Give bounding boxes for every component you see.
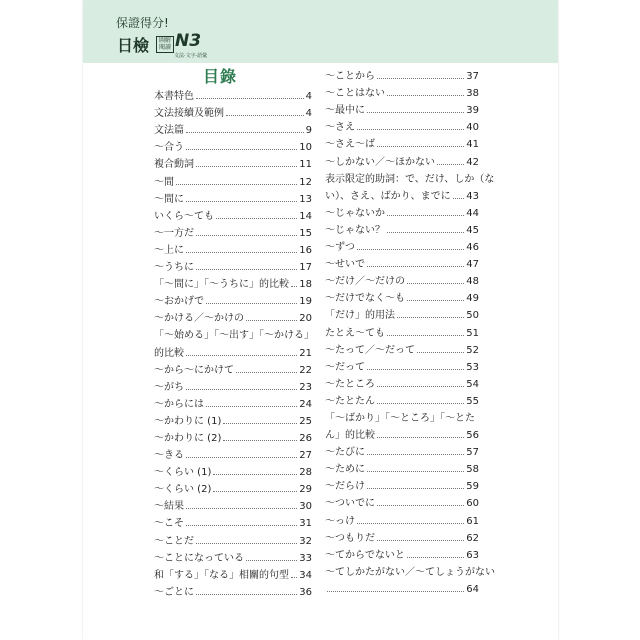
toc-page-number: 32 xyxy=(299,535,312,547)
toc-entry[interactable] xyxy=(325,99,479,116)
toc-entry-label: ～ことになっている xyxy=(154,552,244,564)
toc-page-number: 44 xyxy=(466,207,479,219)
toc-page-number: 56 xyxy=(466,430,479,442)
toc-entry[interactable] xyxy=(325,253,479,270)
toc-entry[interactable] xyxy=(154,85,312,102)
toc-page-number: 48 xyxy=(466,276,479,288)
toc-page-number: 21 xyxy=(299,347,312,359)
toc-entry[interactable] xyxy=(325,578,479,595)
toc-page-number: 52 xyxy=(466,344,479,356)
toc-entry-label: ～たところ xyxy=(325,378,375,390)
toc-entry-label: 的比較 xyxy=(154,347,184,359)
toc-entry-label: ～だって xyxy=(325,361,365,373)
toc-entry[interactable] xyxy=(154,102,312,119)
toc-leader-dots xyxy=(407,283,464,284)
toc-entry[interactable] xyxy=(325,304,479,321)
toc-page-number: 12 xyxy=(299,176,312,188)
toc-entry-label: ～くらい (1) xyxy=(154,467,212,479)
toc-page-number: 26 xyxy=(299,432,312,444)
toc-page-number: 58 xyxy=(466,464,479,476)
toc-entry[interactable] xyxy=(154,273,312,290)
toc-entry[interactable] xyxy=(325,475,479,492)
toc-page-number: 47 xyxy=(466,259,479,271)
toc-entry-label: いくら～ても xyxy=(154,210,214,222)
toc-page-number: 16 xyxy=(299,244,312,256)
toc-page-number: 9 xyxy=(305,125,312,137)
toc-page-number: 38 xyxy=(466,88,479,100)
toc-entry[interactable] xyxy=(154,239,312,256)
toc-entry-label: ～こそ xyxy=(154,518,184,530)
toc-page-number: 63 xyxy=(466,549,479,561)
toc-entry[interactable] xyxy=(154,290,312,307)
toc-leader-dots xyxy=(223,440,297,441)
toc-page-number: 30 xyxy=(299,501,312,513)
toc-entry-label: ～ことだ xyxy=(154,535,194,547)
toc-entry-label: ～つもりだ xyxy=(325,532,375,544)
toc-entry-label: ～せいで xyxy=(325,259,365,271)
toc-leader-dots xyxy=(377,505,464,506)
toc-entry[interactable] xyxy=(325,390,479,407)
toc-entry-label: ～たって／～だって xyxy=(325,344,415,356)
toc-leader-dots xyxy=(377,540,464,541)
toc-leader-dots xyxy=(367,488,464,489)
toc-page-number: 18 xyxy=(299,279,312,291)
toc-entry[interactable] xyxy=(325,150,479,167)
toc-entry[interactable] xyxy=(154,341,312,358)
toc-leader-dots xyxy=(437,164,464,165)
toc-entry-label: ～かわりに (1) xyxy=(154,415,222,427)
toc-page-number: 64 xyxy=(466,583,479,595)
toc-entry[interactable] xyxy=(325,168,495,185)
toc-entry[interactable] xyxy=(154,529,312,546)
toc-entry-label: い）、さえ、ばかり、までに xyxy=(325,190,451,202)
toc-page-number: 45 xyxy=(466,224,479,236)
toc-entry-label: 「～ばかり」「～ところ」「～とた xyxy=(325,412,475,424)
toc-entry[interactable] xyxy=(325,424,479,441)
toc-entry[interactable] xyxy=(325,82,479,99)
toc-leader-dots xyxy=(377,403,464,404)
toc-leader-dots xyxy=(186,508,297,509)
toc-entry-label: 文法篇 xyxy=(154,125,184,137)
toc-entry-label: ～ごとに xyxy=(154,586,194,598)
toc-page-number: 43 xyxy=(466,190,479,202)
toc-page-number: 37 xyxy=(466,71,479,83)
toc-entry[interactable] xyxy=(325,202,479,219)
toc-entry-label: ～かける／～かけの xyxy=(154,313,244,325)
toc-entry-label: 文法接續及範例 xyxy=(154,108,224,120)
toc-leader-dots xyxy=(186,525,297,526)
toc-leader-dots xyxy=(186,149,297,150)
toc-page-number: 4 xyxy=(305,91,312,103)
toc-entry[interactable] xyxy=(325,116,479,133)
toc-page-number: 23 xyxy=(299,381,312,393)
toc-entry[interactable] xyxy=(325,287,479,304)
toc-entry-label: 複合動詞 xyxy=(154,159,194,171)
toc-entry-label: ～っけ xyxy=(325,515,355,527)
toc-page-number: 42 xyxy=(466,156,479,168)
toc-entry-label: たとえ～ても xyxy=(325,327,385,339)
toc-entry[interactable] xyxy=(325,492,479,509)
toc-page-number: 39 xyxy=(466,105,479,117)
toc-entry[interactable] xyxy=(154,512,312,529)
toc-entry-label: ～から～にかけて xyxy=(154,364,234,376)
toc-entry-label: ～だけ／～だけの xyxy=(325,276,405,288)
toc-entry[interactable] xyxy=(325,236,479,253)
toc-entry[interactable] xyxy=(154,119,312,136)
toc-page-number: 41 xyxy=(466,139,479,151)
toc-page-number: 15 xyxy=(299,227,312,239)
toc-leader-dots xyxy=(387,215,464,216)
toc-leader-dots xyxy=(186,457,297,458)
toc-page-number: 36 xyxy=(299,586,312,598)
toc-entry-label: ～結果 xyxy=(154,501,184,513)
toc-entry-label: ～しかない／～ほかない xyxy=(325,156,435,168)
toc-leader-dots xyxy=(387,95,464,96)
toc-leader-dots xyxy=(206,303,297,304)
toc-leader-dots xyxy=(186,355,297,356)
toc-page-number: 31 xyxy=(299,518,312,530)
toc-page-number: 10 xyxy=(299,142,312,154)
toc-page-number: 25 xyxy=(299,415,312,427)
toc-page-number: 61 xyxy=(466,515,479,527)
toc-entry-label: ～くらい (2) xyxy=(154,484,212,496)
toc-page-number: 60 xyxy=(466,498,479,510)
toc-entry[interactable] xyxy=(154,495,312,512)
toc-leader-dots xyxy=(196,166,297,167)
toc-entry[interactable] xyxy=(325,458,479,475)
toc-page-number: 40 xyxy=(466,122,479,134)
toc-leader-dots xyxy=(417,352,464,353)
toc-entry[interactable] xyxy=(325,133,479,150)
toc-entry-label: ～がち xyxy=(154,381,184,393)
toc-page-number: 57 xyxy=(466,447,479,459)
book-page xyxy=(83,0,558,640)
toc-page-number: 4 xyxy=(305,108,312,120)
toc-entry-label: 本書特色 xyxy=(154,91,194,103)
toc-page-number: 20 xyxy=(299,313,312,325)
toc-entry[interactable] xyxy=(154,581,312,598)
toc-entry[interactable] xyxy=(325,441,479,458)
toc-entry[interactable] xyxy=(154,222,312,239)
toc-leader-dots xyxy=(206,406,297,407)
toc-leader-dots xyxy=(213,474,297,475)
toc-leader-dots xyxy=(397,317,464,318)
toc-page-number: 24 xyxy=(299,398,312,410)
toc-entry-label: ～最中に xyxy=(325,105,365,117)
toc-entry[interactable] xyxy=(154,444,312,461)
toc-leader-dots xyxy=(196,98,304,99)
toc-entry-label: ～間 xyxy=(154,176,174,188)
brand-subtitle: 文法·文字·語彙 xyxy=(174,53,208,59)
toc-entry[interactable] xyxy=(325,527,479,544)
toc-leader-dots xyxy=(367,266,464,267)
header-band xyxy=(83,0,558,63)
toc-page-number: 50 xyxy=(466,310,479,322)
toc-entry-label: ～てしかたがない／～てしょうがない xyxy=(325,566,495,578)
toc-leader-dots xyxy=(196,269,297,270)
toc-entry-label: 和「する」「なる」相關的句型 xyxy=(154,569,289,581)
toc-entry-label: ～合う xyxy=(154,142,184,154)
toc-entry-label: ～たとたん xyxy=(325,395,375,407)
toc-entry-label: ～かわりに (2) xyxy=(154,432,222,444)
toc-entry[interactable] xyxy=(325,185,479,202)
toc-entry[interactable] xyxy=(154,461,312,478)
toc-leader-dots xyxy=(186,201,297,202)
toc-leader-dots xyxy=(377,78,464,79)
toc-leader-dots xyxy=(377,146,464,147)
toc-page-number: 59 xyxy=(466,481,479,493)
toc-entry[interactable] xyxy=(325,321,479,338)
brand-badge: 圖解 閱讀 xyxy=(156,36,174,53)
toc-entry-label: ～だらけ xyxy=(325,481,365,493)
toc-entry[interactable] xyxy=(325,65,479,82)
toc-entry-label: ～間に xyxy=(154,193,184,205)
toc-page-number: 53 xyxy=(466,361,479,373)
toc-leader-dots xyxy=(387,335,464,336)
toc-leader-dots xyxy=(367,471,464,472)
toc-entry[interactable] xyxy=(154,188,312,205)
toc-entry-label: ～からには xyxy=(154,398,204,410)
toc-left-column xyxy=(154,85,312,598)
toc-leader-dots xyxy=(367,454,464,455)
toc-entry-label: ～たびに xyxy=(325,447,365,459)
page-title: 目錄 xyxy=(203,67,238,86)
toc-entry-label: ～一方だ xyxy=(154,227,194,239)
toc-entry-label: 「～始める」「～出す」「～かける」 xyxy=(154,330,314,342)
toc-entry-label: ～さえ xyxy=(325,122,355,134)
toc-entry-label: ～さえ～ば xyxy=(325,139,375,151)
brand-level: N3 xyxy=(175,31,202,51)
toc-entry[interactable] xyxy=(154,427,312,444)
toc-leader-dots xyxy=(453,198,465,199)
toc-leader-dots xyxy=(196,235,297,236)
toc-page-number: 14 xyxy=(299,210,312,222)
toc-entry-label: ～うちに xyxy=(154,262,194,274)
toc-entry-label: ～ずつ xyxy=(325,242,355,254)
toc-page-number: 34 xyxy=(299,569,312,581)
toc-leader-dots xyxy=(377,386,464,387)
toc-page-number: 49 xyxy=(466,293,479,305)
toc-entry[interactable] xyxy=(325,339,479,356)
toc-entry-label: ～ために xyxy=(325,464,365,476)
toc-entry[interactable] xyxy=(154,359,312,376)
toc-entry[interactable] xyxy=(154,307,312,324)
toc-page-number: 22 xyxy=(299,364,312,376)
toc-page-number: 13 xyxy=(299,193,312,205)
toc-entry[interactable] xyxy=(325,373,479,390)
toc-entry[interactable] xyxy=(154,256,312,273)
toc-entry-label: ～きる xyxy=(154,450,184,462)
toc-page-number: 46 xyxy=(466,242,479,254)
toc-leader-dots xyxy=(223,423,297,424)
toc-entry[interactable] xyxy=(154,205,312,222)
toc-page-number: 51 xyxy=(466,327,479,339)
toc-entry[interactable] xyxy=(325,544,479,561)
toc-entry-label: ～おかげで xyxy=(154,296,204,308)
toc-entry-label: ～じゃない？ xyxy=(325,224,385,236)
toc-entry-label: ん」的比較 xyxy=(325,430,375,442)
toc-leader-dots xyxy=(291,577,297,578)
toc-page-number: 27 xyxy=(299,450,312,462)
toc-page-number: 19 xyxy=(299,296,312,308)
toc-entry[interactable] xyxy=(325,356,479,373)
toc-leader-dots xyxy=(213,491,297,492)
toc-leader-dots xyxy=(186,252,297,253)
toc-entry-label: ～じゃないか xyxy=(325,207,385,219)
toc-entry[interactable] xyxy=(154,376,312,393)
toc-page-number: 55 xyxy=(466,395,479,407)
toc-right-column xyxy=(325,65,495,595)
toc-entry[interactable] xyxy=(154,136,312,153)
toc-leader-dots xyxy=(367,112,464,113)
toc-leader-dots xyxy=(367,369,464,370)
toc-entry[interactable] xyxy=(154,324,312,341)
toc-leader-dots xyxy=(176,184,297,185)
toc-leader-dots xyxy=(327,591,464,592)
brand-title: 日檢 xyxy=(117,36,150,55)
toc-entry[interactable] xyxy=(154,547,312,564)
toc-entry[interactable] xyxy=(154,478,312,495)
toc-entry[interactable] xyxy=(154,393,312,410)
toc-leader-dots xyxy=(236,372,297,373)
toc-entry-label: ～だけでなく～も xyxy=(325,293,405,305)
toc-entry[interactable] xyxy=(325,509,479,526)
toc-leader-dots xyxy=(357,129,464,130)
toc-entry-label: 「だけ」的用法 xyxy=(325,310,395,322)
toc-entry-label: ～ことはない xyxy=(325,88,385,100)
toc-entry[interactable] xyxy=(325,270,479,287)
toc-leader-dots xyxy=(407,300,464,301)
toc-leader-dots xyxy=(226,115,304,116)
toc-entry-label: 表示限定的助詞：で、だけ、しか（な xyxy=(325,173,495,185)
toc-leader-dots xyxy=(377,437,464,438)
toc-leader-dots xyxy=(291,286,297,287)
brand-tagline: 保證得分! xyxy=(116,16,169,30)
toc-entry[interactable] xyxy=(154,153,312,170)
toc-leader-dots xyxy=(186,389,297,390)
toc-entry[interactable] xyxy=(325,561,495,578)
toc-entry[interactable] xyxy=(154,564,312,581)
toc-entry-label: 「～間に」「～うちに」的比較 xyxy=(154,279,289,291)
toc-page-number: 29 xyxy=(299,484,312,496)
toc-page-number: 11 xyxy=(299,159,312,171)
toc-entry-label: ～ことから xyxy=(325,71,375,83)
toc-entry[interactable] xyxy=(325,219,479,236)
toc-leader-dots xyxy=(246,320,297,321)
toc-leader-dots xyxy=(196,543,297,544)
toc-entry-label: ～ついでに xyxy=(325,498,375,510)
toc-leader-dots xyxy=(407,557,464,558)
toc-leader-dots xyxy=(357,249,464,250)
toc-page-number: 17 xyxy=(299,262,312,274)
toc-page-number: 33 xyxy=(299,552,312,564)
toc-leader-dots xyxy=(196,594,297,595)
toc-leader-dots xyxy=(387,232,464,233)
toc-entry-label: ～上に xyxy=(154,244,184,256)
toc-entry[interactable] xyxy=(154,170,312,187)
toc-page-number: 28 xyxy=(299,467,312,479)
toc-entry[interactable] xyxy=(325,407,479,424)
toc-page-number: 54 xyxy=(466,378,479,390)
toc-entry[interactable] xyxy=(154,410,312,427)
toc-leader-dots xyxy=(186,132,304,133)
toc-page-number: 62 xyxy=(466,532,479,544)
toc-leader-dots xyxy=(357,523,464,524)
toc-leader-dots xyxy=(216,218,297,219)
toc-leader-dots xyxy=(246,560,297,561)
toc-entry-label: ～てからでないと xyxy=(325,549,405,561)
